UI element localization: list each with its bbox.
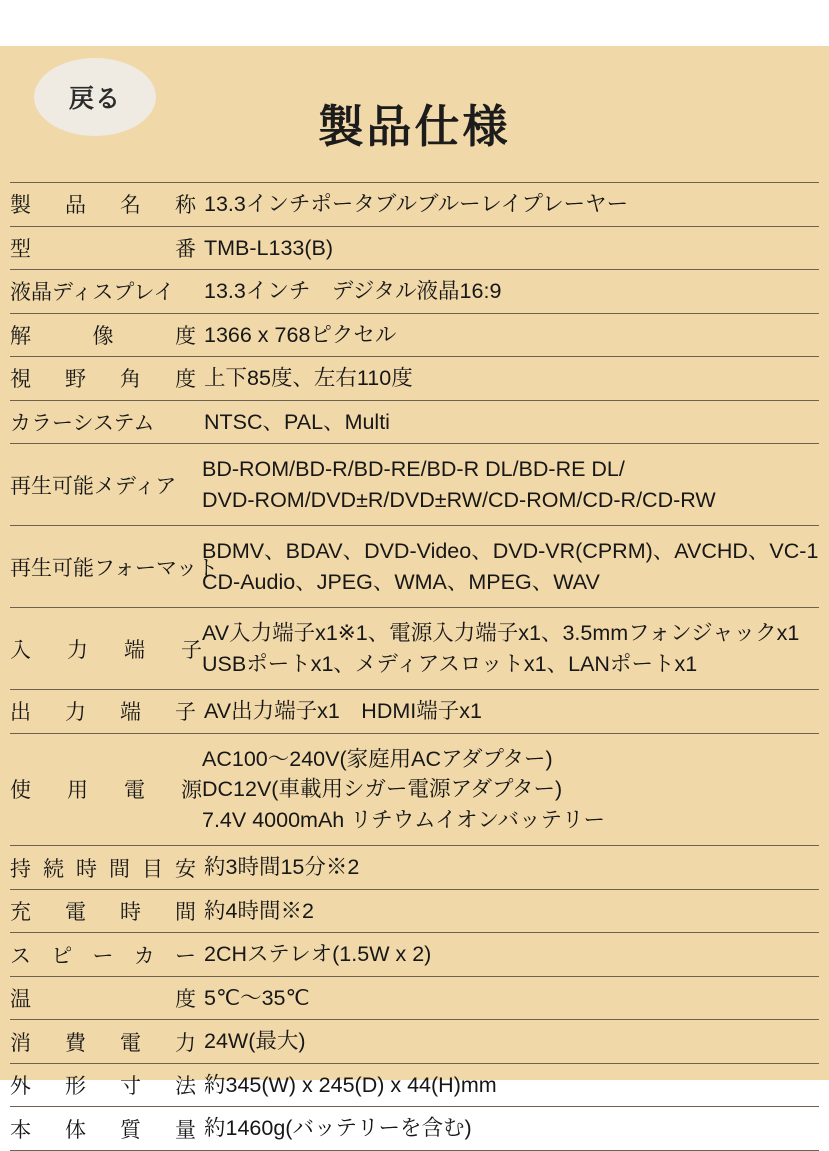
spec-value-line: AV入力端子x1※1、電源入力端子x1、3.5mmフォンジャックx1	[202, 621, 800, 646]
spec-label-cell	[10, 400, 202, 444]
spec-value-line: AC100〜240V(家庭用ACアダプター)	[202, 746, 553, 771]
spec-label-text: 型 番	[10, 237, 196, 261]
spec-value-cell	[202, 733, 819, 846]
table-row	[10, 226, 819, 270]
table-row	[10, 183, 819, 227]
table-row	[10, 270, 819, 314]
spec-value-line: USBポートx1、メディアスロットx1、LANポートx1	[202, 651, 698, 676]
spec-value-cell	[202, 270, 819, 314]
spec-label-text: 解 像 度	[10, 324, 196, 348]
spec-value-line: DC12V(車載用シガー電源アダプター)	[202, 777, 563, 802]
spec-value-cell	[202, 608, 819, 690]
spec-label-cell	[10, 933, 202, 977]
spec-label-text: ス ピ ー カ ー	[10, 944, 196, 968]
spec-value-line: 13.3インチポータブルブルーレイプレーヤー	[204, 192, 629, 216]
spec-value-cell	[202, 1020, 819, 1064]
specification-table-body	[10, 183, 819, 1151]
spec-value-cell	[202, 226, 819, 270]
table-row	[10, 976, 819, 1020]
spec-label-text: 液晶ディスプレイ	[10, 281, 175, 305]
table-row	[10, 690, 819, 734]
spec-label-cell	[10, 1107, 202, 1151]
spec-value-cell	[202, 690, 819, 734]
table-row	[10, 933, 819, 977]
back-button-label: 戻る	[68, 85, 121, 113]
spec-label-text: 再生可能メディア	[10, 474, 177, 498]
spec-value-line: BD-ROM/BD-R/BD-RE/BD-R DL/BD-RE DL/	[202, 457, 625, 482]
spec-label-text: 視 野 角 度	[10, 368, 196, 392]
spec-label-cell	[10, 889, 202, 933]
table-row	[10, 889, 819, 933]
spec-label-text: カラーシステム	[10, 411, 155, 435]
spec-label-cell	[10, 183, 202, 227]
table-row	[10, 608, 819, 690]
spec-value-cell	[202, 313, 819, 357]
spec-label-text: 本 体 質 量	[10, 1118, 196, 1142]
spec-value-cell	[202, 1107, 819, 1151]
spec-label-text: 製 品 名 称	[10, 194, 196, 218]
spec-value-line: 1366 x 768ピクセル	[204, 322, 397, 347]
spec-value-line: 約345(W) x 245(D) x 44(H)mm	[204, 1072, 497, 1097]
spec-label-cell	[10, 690, 202, 734]
spec-value-line: 5℃〜35℃	[204, 985, 310, 1010]
spec-value-cell	[202, 1063, 819, 1107]
spec-value-line: 約3時間15分※2	[204, 855, 360, 880]
spec-value-line: 13.3インチ デジタル液晶16:9	[204, 279, 502, 304]
spec-label-cell	[10, 1020, 202, 1064]
spec-value-line: AV出力端子x1 HDMI端子x1	[204, 699, 482, 724]
spec-label-cell	[10, 733, 202, 846]
spec-label-text: 消 費 電 力	[10, 1031, 196, 1055]
spec-label-cell	[10, 270, 202, 314]
table-row	[10, 444, 819, 526]
table-row	[10, 1063, 819, 1107]
spec-label-cell	[10, 226, 202, 270]
spec-value-line: 上下85度、左右110度	[204, 366, 413, 391]
spec-label-text: 温 度	[10, 988, 196, 1012]
spec-value-line: BDMV、BDAV、DVD-Video、DVD-VR(CPRM)、AVCHD、VC-1	[202, 539, 819, 564]
spec-value-cell	[202, 889, 819, 933]
spec-value-line: TMB-L133(B)	[204, 235, 334, 260]
spec-label-cell	[10, 444, 202, 526]
table-row	[10, 526, 819, 608]
spec-value-line: CD-Audio、JPEG、WMA、MPEG、WAV	[202, 569, 600, 594]
spec-label-text: 外 形 寸 法	[10, 1075, 196, 1099]
table-row	[10, 733, 819, 846]
spec-label-text: 使 用 電 源	[10, 779, 202, 803]
page-title: 製品仕様	[318, 101, 511, 152]
table-row	[10, 1107, 819, 1151]
spec-value-line: 24W(最大)	[204, 1029, 306, 1054]
spec-value-cell	[202, 357, 819, 401]
spec-value-cell	[202, 933, 819, 977]
spec-label-cell	[10, 1063, 202, 1107]
spec-value-cell	[202, 526, 819, 608]
spec-value-line: DVD-ROM/DVD±R/DVD±RW/CD-ROM/CD-R/CD-RW	[202, 487, 716, 512]
table-row	[10, 313, 819, 357]
table-row	[10, 846, 819, 890]
spec-value-line: 約4時間※2	[204, 898, 314, 923]
spec-value-cell	[202, 846, 819, 890]
spec-label-cell	[10, 313, 202, 357]
spec-value-line: 7.4V 4000mAh リチウムイオンバッテリー	[202, 807, 605, 832]
spec-label-cell	[10, 357, 202, 401]
spec-label-text: 持 続 時 間 目 安	[10, 857, 196, 881]
table-row	[10, 357, 819, 401]
spec-label-text: 入 力 端 子	[10, 638, 202, 662]
spec-label-cell	[10, 976, 202, 1020]
spec-value-cell	[202, 976, 819, 1020]
spec-label-text: 出 力 端 子	[10, 701, 196, 725]
spec-value-cell	[202, 400, 819, 444]
spec-label-text: 再生可能フォーマット	[10, 556, 219, 580]
spec-label-cell	[10, 608, 202, 690]
spec-value-cell	[202, 183, 819, 227]
spec-label-text: 充 電 時 間	[10, 901, 196, 925]
table-row	[10, 400, 819, 444]
spec-value-line: NTSC、PAL、Multi	[204, 409, 390, 434]
table-row	[10, 1020, 819, 1064]
specification-table	[10, 182, 819, 1151]
spec-label-cell	[10, 526, 219, 608]
spec-label-cell	[10, 846, 202, 890]
spec-value-cell	[202, 444, 819, 526]
spec-value-line: 約1460g(バッテリーを含む)	[204, 1116, 472, 1141]
spec-value-line: 2CHステレオ(1.5W x 2)	[204, 942, 432, 967]
